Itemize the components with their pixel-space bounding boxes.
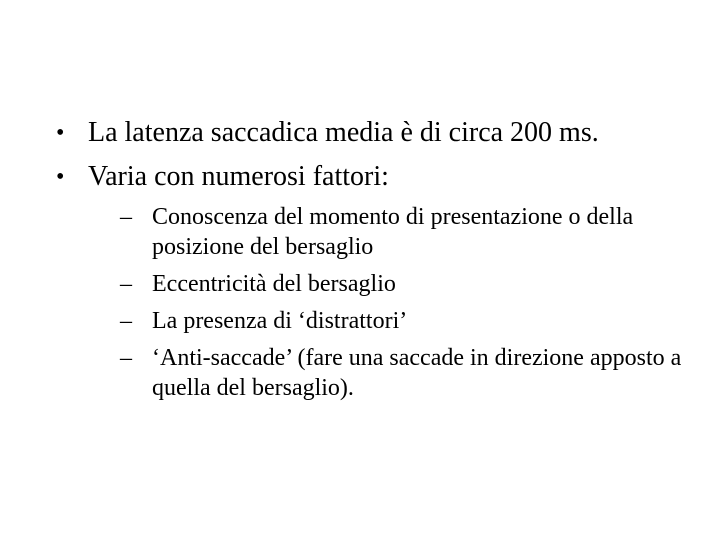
sub-bullet-item: [120, 306, 692, 336]
sub-bullet-item: [120, 269, 692, 299]
sub-bullet-marker: –: [120, 308, 132, 334]
bullet-marker: •: [56, 120, 65, 146]
sub-bullet-list: [120, 202, 682, 403]
sub-bullet-marker: –: [120, 204, 132, 230]
bullet-item: [56, 116, 676, 150]
bullet-item: [56, 160, 682, 403]
sub-bullet-text: Conoscenza del momento di presentazione o della posizione del bersaglio: [152, 204, 634, 260]
bullet-text: Varia con numerosi fattori:: [88, 161, 389, 192]
bullet-marker: •: [56, 164, 65, 190]
slide-body: [56, 116, 682, 413]
sub-bullet-text: Eccentricità del bersaglio: [152, 271, 396, 297]
sub-bullet-marker: –: [120, 345, 132, 371]
sub-bullet-item: [120, 343, 692, 403]
sub-bullet-text: La presenza di ‘distrattori’: [152, 308, 408, 334]
sub-bullet-item: [120, 202, 692, 262]
sub-bullet-marker: –: [120, 271, 132, 297]
bullet-text: La latenza saccadica media è di circa 200 ms.: [88, 117, 599, 148]
sub-bullet-text: ‘Anti-saccade’ (fare una saccade in direzione apposto a quella del bersaglio).: [152, 345, 682, 401]
